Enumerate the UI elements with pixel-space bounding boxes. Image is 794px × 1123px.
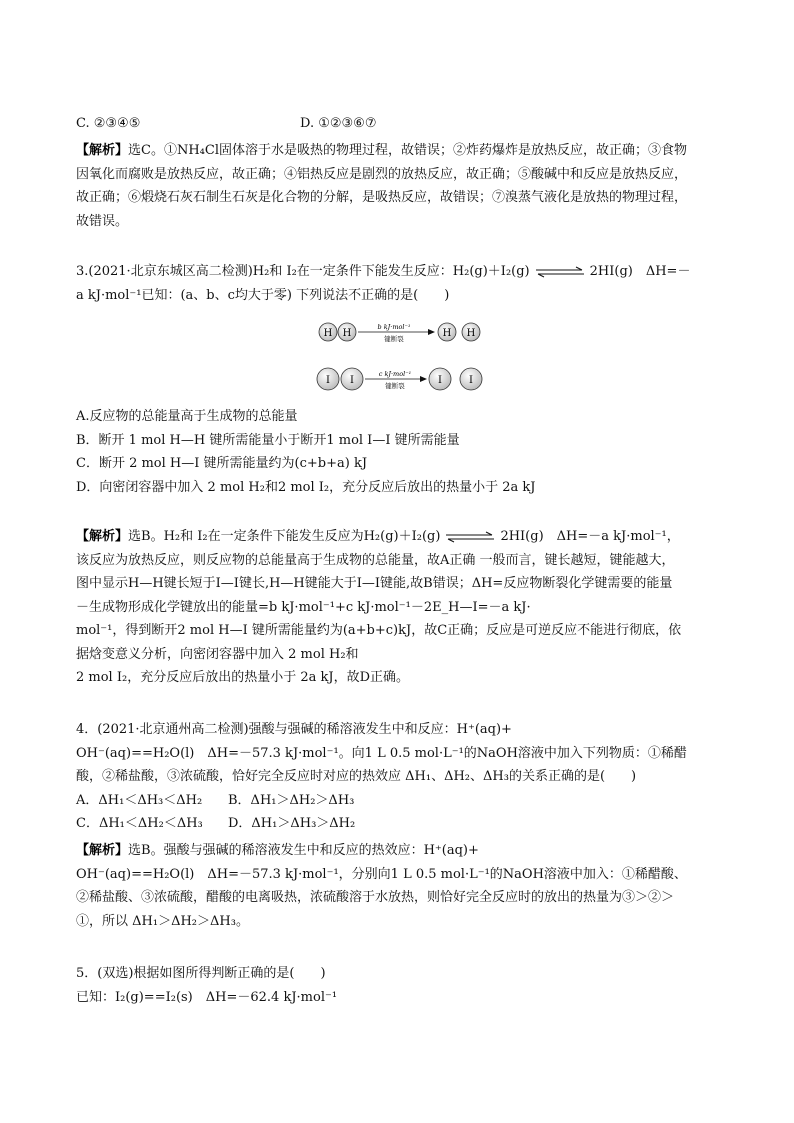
option-c: C．ΔH₁＜ΔH₂＜ΔH₃ bbox=[76, 816, 203, 831]
analysis-text: OH⁻(aq)==H₂O(l) ΔH=－57.3 kJ·mol⁻¹，分别向1 L 0.5 mol·L⁻¹的NaOH溶液中加入：①稀醋酸、 bbox=[76, 866, 687, 882]
analysis-text: ①，所以 ΔH₁＞ΔH₂＞ΔH₃。 bbox=[76, 913, 249, 929]
atom-label: I bbox=[438, 375, 442, 386]
prev-question-options bbox=[76, 112, 722, 136]
bond-break-label: 键断裂 bbox=[384, 335, 404, 343]
analysis-text: 因氧化而腐败是放热反应，故正确；④铝热反应是剧烈的放热反应，故正确；⑤酸碱中和反应是放热反应， bbox=[76, 166, 688, 182]
atom-label: H bbox=[342, 328, 352, 339]
analysis-tag: 【解析】 bbox=[76, 529, 129, 544]
question-4-stem: 酸，②稀盐酸，③浓硫酸，恰好完全反应时对应的热效应 ΔH₁、ΔH₂、ΔH₃的关系正确的是( ) bbox=[76, 769, 637, 784]
h2-row bbox=[319, 323, 480, 343]
analysis-text: 故错误。 bbox=[76, 213, 129, 229]
question-4-stem: 4．(2021·北京通州高二检测)强酸与强碱的稀溶液发生中和反应：H⁺(aq)+ bbox=[76, 722, 512, 737]
analysis-block-3 bbox=[76, 525, 722, 690]
analysis-text: 选B。强酸与强碱的稀溶液发生中和反应的热效应：H⁺(aq)+ bbox=[128, 843, 479, 858]
option-a: A.反应物的总能量高于生成物的总能量 bbox=[76, 409, 298, 424]
option-d: D. ①②③⑥⑦ bbox=[300, 116, 377, 131]
option-d: D．ΔH₁＞ΔH₃＞ΔH₂ bbox=[228, 816, 356, 831]
analysis-text: 2 mol I₂，充分反应后放出的热量小于 2a kJ，故D正确。 bbox=[76, 670, 409, 685]
analysis-text: 选C。①NH₄Cl固体溶于水是吸热的物理过程，故错误；②炸药爆炸是放热反应，故正确；③食物 bbox=[128, 143, 687, 158]
bond-break-label: 键断裂 bbox=[385, 382, 405, 390]
energy-label: b kJ·mol⁻¹ bbox=[377, 323, 411, 331]
i2-row bbox=[317, 368, 482, 390]
question-3 bbox=[76, 260, 722, 307]
analysis-text: 据焓变意义分析，向密闭容器中加入 2 mol H₂和 bbox=[76, 646, 359, 662]
equilibrium-arrow-icon bbox=[534, 266, 586, 278]
bond-breaking-diagram bbox=[316, 321, 486, 395]
option-c: C. ②③④⑤ bbox=[76, 116, 141, 131]
analysis-text: ②稀盐酸、③浓硫酸，醋酸的电离吸热，浓硫酸溶于水放热，则恰好完全反应时的放出的热量为③＞②＞ bbox=[76, 890, 675, 905]
arrow-head-icon bbox=[428, 329, 435, 335]
analysis-text: mol⁻¹，得到断开2 mol H—I 键所需能量约为(a+b+c)kJ，故C正确；反应是可逆反应不能进行彻底，依 bbox=[76, 623, 682, 638]
question-4 bbox=[76, 718, 722, 836]
question-3-stem: a kJ·mol⁻¹已知：(a、b、c均大于零) 下列说法不正确的是( ) bbox=[76, 287, 450, 303]
analysis-tag: 【解析】 bbox=[76, 843, 129, 858]
option-c: C．断开 2 mol H—I 键所需能量约为(c+b+a) kJ bbox=[76, 456, 368, 471]
analysis-text: 选B。H₂和 I₂在一定条件下能发生反应为H₂(g)＋I₂(g) bbox=[128, 529, 441, 544]
analysis-block-4 bbox=[76, 839, 722, 933]
atom-label: H bbox=[466, 328, 476, 339]
atom-label: I bbox=[350, 375, 354, 386]
question-5 bbox=[76, 962, 722, 1009]
analysis-tag: 【解析】 bbox=[76, 143, 129, 158]
analysis-block-1 bbox=[76, 139, 722, 233]
question-3-stem: 3.(2021·北京东城区高二检测)H₂和 I₂在一定条件下能发生反应：H₂(g)＋I₂(g) bbox=[76, 264, 530, 279]
option-a: A．ΔH₁＜ΔH₃＜ΔH₂ bbox=[76, 792, 203, 808]
question-4-stem: OH⁻(aq)==H₂O(l) ΔH=－57.3 kJ·mol⁻¹。向1 L 0.5 mol·L⁻¹的NaOH溶液中加入下列物质：①稀醋 bbox=[76, 745, 687, 761]
question-5-given: 已知：I₂(g)==I₂(s) ΔH=－62.4 kJ·mol⁻¹ bbox=[76, 989, 338, 1005]
analysis-text: 故正确；⑥煅烧石灰石制生石灰是化合物的分解，是吸热反应，故错误；⑦溴蒸气液化是放热的物理过程， bbox=[76, 190, 688, 205]
atom-label: I bbox=[469, 375, 473, 386]
analysis-text: 该反应为放热反应，则反应物的总能量高于生成物的总能量，故A正确 一般而言，键长越短，键能越大， bbox=[76, 552, 675, 568]
arrow-head-icon bbox=[420, 376, 427, 382]
option-b: B．断开 1 mol H—H 键所需能量小于断开1 mol I—I 键所需能量 bbox=[76, 432, 460, 448]
analysis-text: －生成物形成化学键放出的能量=b kJ·mol⁻¹+c kJ·mol⁻¹－2E_H—I=－a kJ· bbox=[76, 599, 531, 615]
energy-label: c kJ·mol⁻¹ bbox=[378, 370, 412, 378]
question-5-stem: 5．(双选)根据如图所得判断正确的是( ) bbox=[76, 966, 326, 981]
equilibrium-arrow-icon bbox=[444, 531, 496, 543]
atom-label: H bbox=[323, 328, 333, 339]
analysis-text: 2HI(g) ΔH=－a kJ·mol⁻¹， bbox=[500, 529, 680, 544]
atom-label: I bbox=[326, 375, 330, 386]
question-3-stem: 2HI(g) ΔH=－ bbox=[589, 264, 691, 279]
option-d: D．向密闭容器中加入 2 mol H₂和2 mol I₂，充分反应后放出的热量小于 2a kJ bbox=[76, 479, 536, 495]
analysis-text: 图中显示H—H键长短于I—I键长,H—H键能大于I—I键能,故B错误；ΔH=反应物断裂化学键需要的能量 bbox=[76, 576, 673, 591]
option-b: B．ΔH₁＞ΔH₂＞ΔH₃ bbox=[228, 792, 355, 808]
atom-label: H bbox=[442, 328, 452, 339]
question-3-options bbox=[76, 405, 722, 499]
